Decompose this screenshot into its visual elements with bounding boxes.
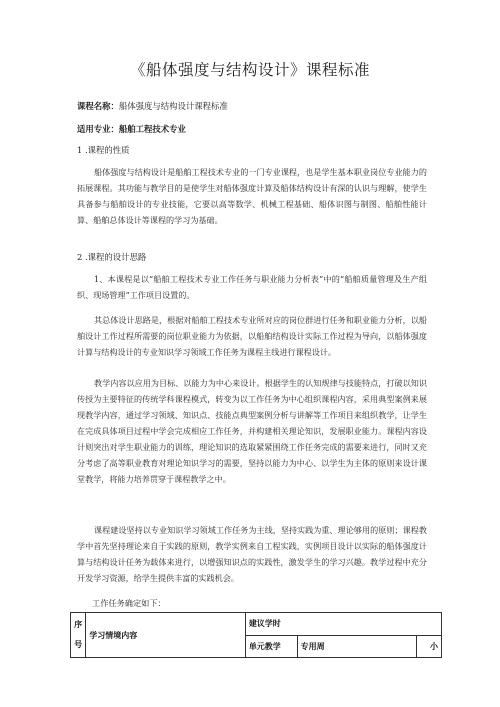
course-name-value: 船体强度与结构设计课程标准 <box>118 101 228 111</box>
major-line <box>77 123 186 135</box>
major-value: 船舶工程技术专业 <box>118 124 186 134</box>
table-header-seq-top: 序 <box>74 620 83 629</box>
course-name-line <box>77 100 228 112</box>
page-title: 《船体强度与结构设计》课程标准 <box>129 61 370 79</box>
section-heading-1: 1 .课程的性质 <box>77 145 130 155</box>
table-caption: 工作任务确定如下： <box>92 598 166 608</box>
section-heading-2: 2 .课程的设计思路 <box>77 252 147 262</box>
table-header-subtotal: 小 <box>416 635 441 658</box>
major-label: 适用专业： <box>77 124 119 134</box>
table-header-seq <box>71 613 86 658</box>
paragraph: 1、本课程是以“船舶工程技术专业工作任务与职业能力分析表”中的“船舶质量管理及生产组织、现场管理”工作项目设置的。 <box>77 274 427 300</box>
table-header-seq-bottom: 号 <box>74 640 83 649</box>
table-header-unit-teaching: 单元教学 <box>245 635 297 658</box>
task-table <box>70 612 442 658</box>
paragraph: 其总体设计思路是，根据对船舶工程技术专业所对应的岗位群进行任务和职业能力分析，以船舶设计工作过程所需要的岗位职业能力为依据，以船舶结构设计实际工作过程为导向，以船体强度计算与结构设计的专业知识学习领域工作任务为课程主线进行课程设计。 <box>77 315 427 357</box>
course-name-label: 课程名称： <box>77 101 119 111</box>
table-header-hours: 建议学时 <box>245 613 441 636</box>
table-header-content: 学习情境内容 <box>86 613 246 658</box>
paragraph: 课程建设坚持以专业知识学习领域工作任务为主线，坚持实践为重、理论够用的原则；课程教学中首先坚持理论来自于实践的原则，教学实例来自工程实践，实例项目设计以实际的船体强度计算与结构设计任务为载体来进行，以增强知识点的实践性，激发学生的学习兴趣。教学过程中充分开发学习资源，给学生提供丰富的实践机会。 <box>77 525 427 583</box>
table-header-special-week: 专用周 <box>297 635 416 658</box>
paragraph: 船体强度与结构设计是船舶工程技术专业的一门专业课程，也是学生基本职业岗位专业能力的拓展课程。其功能与教学目的是使学生对船体强度计算及船体结构设计有深的认识与理解，使学生具备参与船舶设计的专业技能，它要以高等数学、机械工程基础、船体识图与制图、船舶性能计算、船舶总体设计等课程的学习为基础。 <box>77 167 427 225</box>
paragraph: 教学内容以应用为目标、以能力为中心来设计。根据学生的认知规律与技能特点，打破以知识传授为主要特征的传统学科课程模式，转变为以工作任务为中心组织课程内容，采用典型案例来展现教学内容，通过学习领域、知识点、技能点典型案例分析与讲解等工作项目来组织教学，让学生在完成具体项目过程中学会完成相应工作任务，并构建相关理论知识，发展职业能力。课程内容设计则突出对学生职业能力的训练，理论知识的选取紧紧围绕工作任务完成的需要来进行，同时又充分考虑了高等职业教育对理论知识学习的需要，坚持以能力为中心、以学生为主体的原则来设计课堂教学，将能力培养贯穿于课程教学之中。 <box>77 378 427 484</box>
table-header-row <box>71 613 442 636</box>
